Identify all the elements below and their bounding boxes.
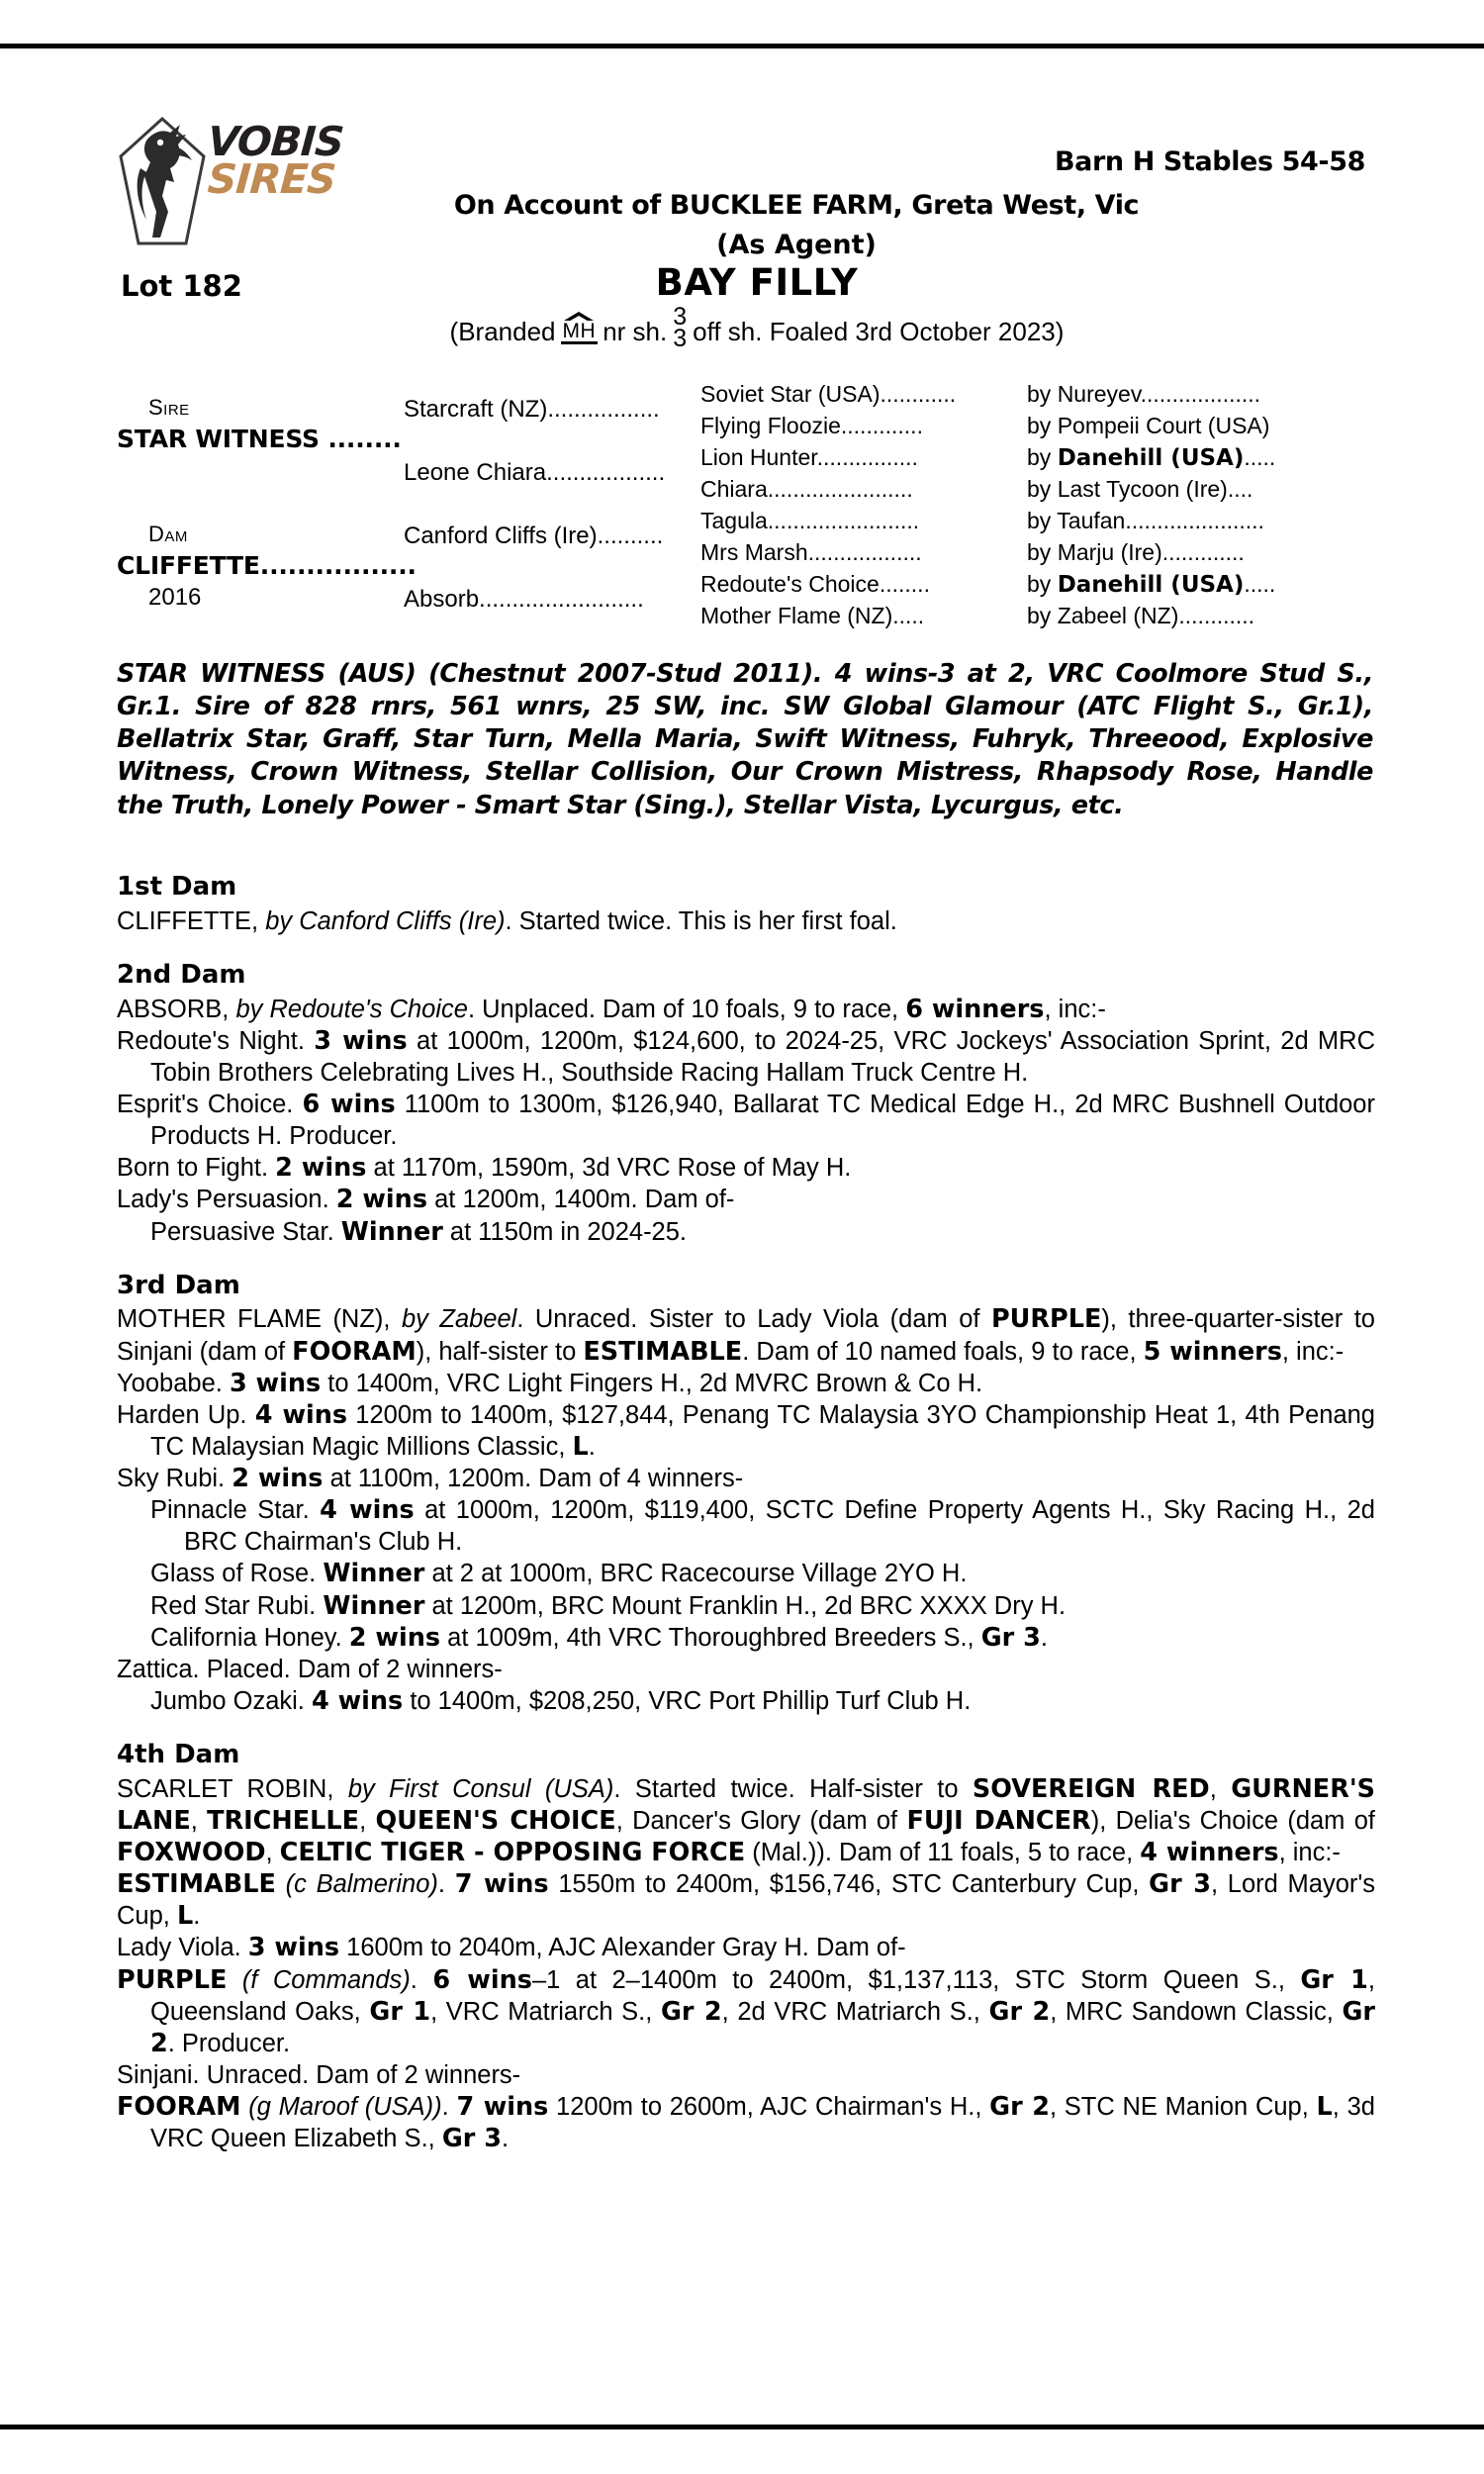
horse-sex-colour: BAY FILLY	[655, 261, 859, 304]
pedigree-progeny-line: Born to Fight. 2 wins at 1170m, 1590m, 3d VRC Rose of May H.	[117, 1153, 852, 1184]
pedigree-gen3-cell: Mother Flame (NZ).....	[700, 603, 925, 628]
vobis-sires-logo	[117, 117, 345, 247]
pedigree-gen4-cell: by Zabeel (NZ)............	[1027, 603, 1255, 628]
pedigree-gen2-cell	[404, 552, 700, 584]
dam-section-heading: 3rd Dam	[117, 1270, 240, 1300]
pedigree-progeny-line: Red Star Rubi. Winner at 1200m, BRC Mount Franklin H., 2d BRC XXXX Dry H.	[150, 1590, 1067, 1621]
pedigree-gen3-cell: Mrs Marsh..................	[700, 539, 922, 565]
sire-summary-paragraph: STAR WITNESS (AUS) (Chestnut 2007-Stud 2011). 4 wins-3 at 2, VRC Coolmore Stud S., Gr.1. Sire of 828 rnrs, 561 wnrs, 25 SW, inc. SW Global Glamour (ATC Flight S., Gr.1), Bellatrix Star, Graff, Star Turn, Mella Maria, Swift Witness, Fuhryk, Threeood, Explosive Witness, Crown Witness, Stellar Collision, Our Crown Mistress, Rhapsody Rose, Handle the Truth, Lonely Power - Smart Star (Sing.), Stellar Vista, Lycurgus, etc.	[117, 659, 1373, 820]
pedigree-progeny-line: Lady's Persuasion. 2 wins at 1200m, 1400m. Dam of-	[117, 1185, 735, 1215]
pedigree-progeny-line: Esprit's Choice. 6 wins 1100m to 1300m, $126,940, Ballarat TC Medical Edge H., 2d MRC Bushnell Outdoor Products H. Producer.	[117, 1090, 1375, 1151]
pedigree-gen2-cell	[404, 426, 700, 457]
dam-section-heading: 4th Dam	[117, 1740, 240, 1769]
dam-family-sections	[117, 871, 1375, 2154]
pedigree-col-great-grandparents	[700, 378, 1027, 647]
pedigree-gen2-cell: Starcraft (NZ).................	[404, 396, 660, 423]
pedigree-gen2-cell: Absorb.........................	[404, 586, 644, 613]
pedigree-gen3-cell: Redoute's Choice........	[700, 571, 930, 597]
branded-prefix: (Branded	[449, 317, 556, 346]
pedigree-gen3-cell: Soviet Star (USA)............	[700, 381, 957, 407]
pedigree-progeny-line: Sky Rubi. 2 wins at 1100m, 1200m. Dam of 4 winners-	[117, 1464, 744, 1493]
pedigree-gen3-cell: Flying Floozie.............	[700, 413, 923, 438]
pedigree-progeny-line: Zattica. Placed. Dam of 2 winners-	[117, 1655, 503, 1683]
as-agent-line: (As Agent)	[716, 230, 877, 260]
sire-label: Sire	[148, 395, 190, 420]
dam-section-heading: 2nd Dam	[117, 959, 246, 990]
pedigree-gen4-cell: by Danehill (USA).....	[1027, 571, 1276, 598]
logo-word-vobis: VOBIS	[206, 118, 345, 165]
pedigree-gen4-cell: by Nureyev...................	[1027, 381, 1261, 407]
branded-suffix: off sh. Foaled 3rd October 2023)	[693, 317, 1065, 346]
branded-near-shoulder: nr sh.	[603, 317, 668, 346]
pedigree-progeny-line: California Honey. 2 wins at 1009m, 4th VRC Thoroughbred Breeders S., Gr 3.	[150, 1622, 1048, 1653]
pedigree-progeny-line: Harden Up. 4 wins 1200m to 1400m, $127,844, Penang TC Malaysia 3YO Championship Heat 1, 4th Penang TC Malaysian Magic Millions Classic, L.	[117, 1399, 1375, 1462]
pedigree-row-group	[117, 378, 1373, 647]
logo-word-sires: SIRES	[206, 155, 337, 204]
pedigree-col-sires-of	[1027, 378, 1373, 647]
pedigree-progeny-line: Glass of Rose. Winner at 2 at 1000m, BRC Racecourse Village 2YO H.	[150, 1559, 968, 1589]
pedigree-progeny-line: SCARLET ROBIN, by First Consul (USA). Started twice. Half-sister to SOVEREIGN RED, GURNER'S LANE, TRICHELLE, QUEEN'S CHOICE, Dancer's Glory (dam of FUJI DANCER), Delia's Choice (dam of FOXWOOD, CELTIC TIGER - OPPOSING FORCE (Mal.)). Dam of 11 foals, 5 to race, 4 winners, inc:-	[117, 1773, 1376, 1867]
dam-year: 2016	[148, 584, 202, 611]
horse-and-jockey-icon	[117, 117, 208, 247]
pedigree-gen2-cell	[404, 489, 700, 521]
brand-number-top: 3	[673, 303, 688, 331]
brand-mark-letters: MH	[562, 320, 597, 342]
pedigree-gen3-cell: Lion Hunter................	[700, 444, 918, 470]
pedigree-progeny-line: PURPLE (f Commands). 6 wins–1 at 2–1400m to 2400m, $1,137,113, STC Storm Queen S., Gr 1, Queensland Oaks, Gr 1, VRC Matriarch S., Gr 2, 2d VRC Matriarch S., Gr 2, MRC Sandown Classic, Gr 2. Producer.	[117, 1964, 1375, 2058]
pedigree-gen4-cell: by Marju (Ire).............	[1027, 539, 1245, 565]
pedigree-gen4-cell: by Danehill (USA).....	[1027, 444, 1276, 471]
branding-line	[0, 303, 1484, 359]
pedigree-progeny-line: Redoute's Night. 3 wins at 1000m, 1200m, $124,600, to 2024-25, VRC Jockeys' Association Sprint, 2d MRC Tobin Brothers Celebrating Lives H., Southside Racing Hallam Truck Centre H.	[117, 1025, 1375, 1087]
pedigree-progeny-line: CLIFFETTE, by Canford Cliffs (Ire). Started twice. This is her first foal.	[117, 906, 897, 935]
dam-label: Dam	[148, 522, 188, 546]
pedigree-gen4-cell: by Last Tycoon (Ire)....	[1027, 476, 1253, 502]
page-top-rule	[0, 44, 1484, 48]
brand-mark-icon	[561, 321, 599, 344]
lot-number: Lot 182	[121, 269, 242, 303]
barn-stables-label: Barn H Stables 54-58	[1054, 146, 1365, 177]
pedigree-gen3-cell: Chiara.......................	[700, 476, 913, 502]
pedigree-progeny-line: Persuasive Star. Winner at 1150m in 2024-25.	[150, 1216, 688, 1247]
dam-name: CLIFFETTE.................	[117, 551, 417, 580]
pedigree-progeny-line: Sinjani. Unraced. Dam of 2 winners-	[117, 2060, 521, 2089]
brand-number-bottom: 3	[673, 324, 688, 352]
pedigree-progeny-line: Yoobabe. 3 wins to 1400m, VRC Light Fingers H., 2d MVRC Brown & Co H.	[117, 1368, 983, 1398]
pedigree-progeny-line: FOORAM (g Maroof (USA)). 7 wins 1200m to 2600m, AJC Chairman's H., Gr 2, STC NE Manion Cup, L, 3d VRC Queen Elizabeth S., Gr 3.	[117, 2092, 1375, 2154]
vendor-account-line: On Account of BUCKLEE FARM, Greta West, Vic	[453, 190, 1140, 221]
brand-number-stack	[673, 303, 688, 352]
pedigree-progeny-line: Lady Viola. 3 wins 1600m to 2040m, AJC Alexander Gray H. Dam of-	[117, 1933, 906, 1963]
pedigree-progeny-line: Jumbo Ozaki. 4 wins to 1400m, $208,250, VRC Port Phillip Turf Club H.	[150, 1685, 972, 1716]
page-bottom-rule	[0, 2425, 1484, 2429]
sire-name: STAR WITNESS ........	[117, 425, 402, 453]
pedigree-gen2-cell	[404, 616, 700, 647]
pedigree-progeny-line: MOTHER FLAME (NZ), by Zabeel. Unraced. Sister to Lady Viola (dam of PURPLE), three-quarter-sister to Sinjani (dam of FOORAM), half-sister to ESTIMABLE. Dam of 10 named foals, 9 to race, 5 winners, inc:-	[117, 1304, 1375, 1367]
pedigree-progeny-line: ABSORB, by Redoute's Choice. Unplaced. Dam of 10 foals, 9 to race, 6 winners, inc:-	[117, 994, 1106, 1024]
pedigree-col-grandparents	[404, 378, 700, 647]
pedigree-gen2-cell: Canford Cliffs (Ire)..........	[404, 523, 664, 549]
pedigree-col-sire-dam	[117, 378, 417, 631]
pedigree-gen2-cell: Leone Chiara..................	[404, 459, 666, 486]
pedigree-gen3-cell: Tagula........................	[700, 508, 920, 533]
pedigree-gen4-cell: by Taufan......................	[1027, 508, 1264, 533]
pedigree-gen4-cell: by Pompeii Court (USA)	[1027, 413, 1270, 438]
dam-section-heading: 1st Dam	[117, 872, 237, 902]
pedigree-table	[117, 378, 1373, 647]
pedigree-progeny-line: Pinnacle Star. 4 wins at 1000m, 1200m, $119,400, SCTC Define Property Agents H., Sky Racing H., 2d BRC Chairman's Club H.	[150, 1495, 1375, 1557]
pedigree-progeny-line: ESTIMABLE (c Balmerino). 7 wins 1550m to 2400m, $156,746, STC Canterbury Cup, Gr 3, Lord Mayor's Cup, L.	[117, 1869, 1375, 1932]
